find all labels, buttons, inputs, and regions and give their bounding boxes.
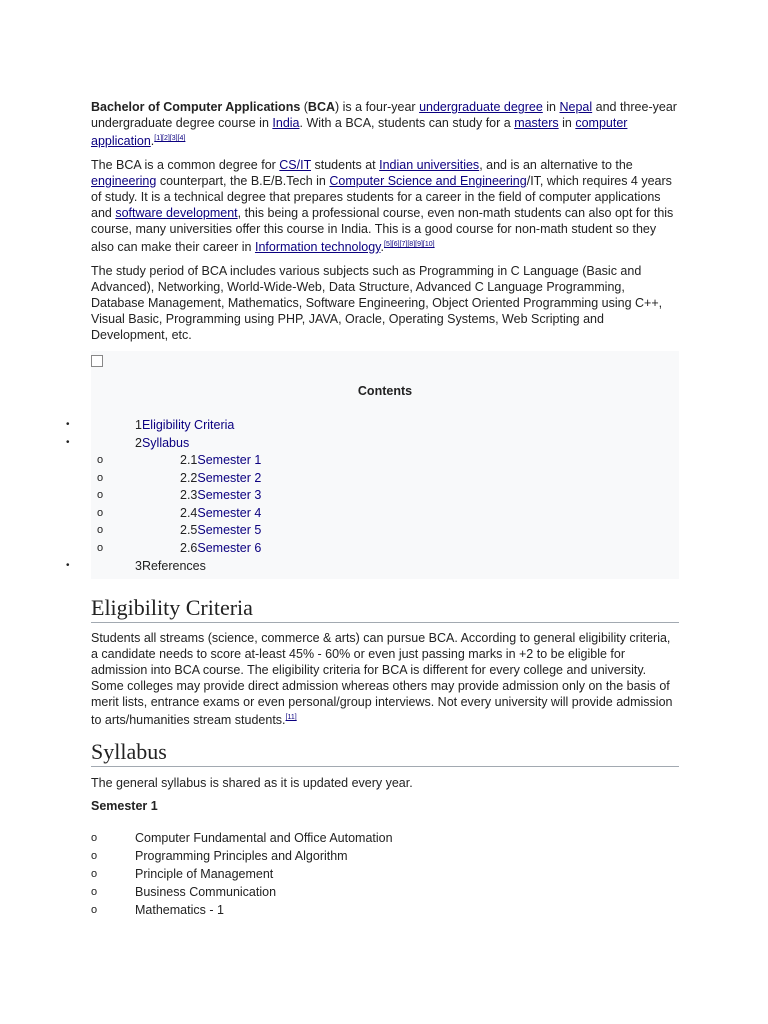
- intro-paragraph-1: [91, 99, 679, 149]
- course-name: Programming Principles and Algorithm: [135, 849, 348, 864]
- list-item: [91, 901, 679, 919]
- article-body: [66, 99, 679, 919]
- toc-number: 2.2: [180, 471, 198, 486]
- sub-bullet-icon: o: [97, 524, 104, 537]
- semester-1-course-list: [91, 829, 679, 919]
- sub-bullet-icon: o: [97, 454, 104, 467]
- text: , and is an alternative to the: [479, 158, 633, 173]
- link-nepal[interactable]: Nepal: [559, 100, 593, 114]
- course-name: Business Communication: [135, 885, 277, 900]
- toc-number: 2.1: [180, 453, 198, 468]
- toc-number: 2: [135, 436, 142, 451]
- sub-bullet-icon: o: [91, 904, 98, 917]
- heading-syllabus: Syllabus: [91, 739, 679, 767]
- link-india[interactable]: India: [272, 116, 300, 130]
- text: in: [558, 116, 576, 130]
- text: (: [300, 100, 308, 114]
- course-name: Computer Fundamental and Office Automation: [135, 831, 393, 846]
- toc-label[interactable]: Semester 2: [197, 471, 262, 486]
- toc-label[interactable]: Syllabus: [141, 436, 190, 451]
- bold-abbr: BCA: [307, 100, 336, 114]
- toc-number: 2.6: [180, 541, 198, 556]
- sub-bullet-icon: o: [91, 886, 98, 899]
- bullet-icon: •: [66, 437, 70, 449]
- bullet-icon: •: [66, 560, 70, 572]
- link-indian-universities[interactable]: Indian universities: [379, 158, 480, 173]
- list-item: [91, 829, 679, 847]
- link-computer-application[interactable]: computer application: [91, 116, 628, 149]
- course-name: Principle of Management: [135, 867, 274, 882]
- intro-paragraph-2: [91, 157, 679, 255]
- toc-label[interactable]: Semester 5: [197, 523, 262, 538]
- sub-bullet-icon: o: [91, 868, 98, 881]
- list-item: [91, 865, 679, 883]
- link-undergraduate-degree[interactable]: undergraduate degree: [419, 100, 543, 114]
- link-engineering[interactable]: engineering: [91, 174, 157, 189]
- table-of-contents: [66, 351, 679, 579]
- sub-bullet-icon: o: [91, 832, 98, 845]
- list-item: [91, 847, 679, 865]
- text: in: [542, 100, 560, 114]
- text: students at: [311, 158, 380, 173]
- sub-bullet-icon: o: [97, 489, 104, 502]
- text: .: [380, 240, 384, 255]
- text: , this being a professional course, even non-math students can also opt for this course, many universities offer this course in India. This is a good course for non-math student so they also can make their career in: [91, 206, 674, 255]
- toc-label[interactable]: Semester 1: [197, 453, 262, 468]
- toc-number: 3: [135, 559, 142, 574]
- link-cse[interactable]: Computer Science and Engineering: [329, 174, 527, 189]
- toc-label[interactable]: Semester 4: [197, 506, 262, 521]
- link-cs-it[interactable]: CS/IT: [279, 158, 312, 173]
- text: counterpart, the B.E/B.Tech in: [156, 174, 330, 189]
- sub-bullet-icon: o: [97, 542, 104, 555]
- link-masters[interactable]: masters: [514, 116, 559, 130]
- link-information-technology[interactable]: Information technology: [254, 240, 381, 255]
- toc-number: 2.5: [180, 523, 198, 538]
- toc-label[interactable]: Semester 6: [197, 541, 262, 556]
- intro-paragraph-3: The study period of BCA includes various subjects such as Programming in C Language (Basic and Advanced), Networking, World-Wide-Web, Data Structure, Advanced C Language Programming, Database Management, Mathematics, Software Engineering, Object Oriented Programming using C++, Visual Basic, Programming using PHP, JAVA, Oracle, Operating Systems, Web Scripting and Development, etc.: [91, 264, 663, 343]
- text: /IT, which requires 4 years of study. It is a technical degree that prepares students for a career in the field of computer applications and: [91, 174, 672, 221]
- sub-bullet-icon: o: [91, 850, 98, 863]
- toc-toggle-checkbox[interactable]: [91, 355, 103, 367]
- citation-ref[interactable]: [5][6][7][8][9][10]: [384, 241, 435, 249]
- toc-title: Contents: [357, 384, 413, 399]
- text: ) is a four-year: [335, 100, 420, 114]
- toc-label[interactable]: References: [141, 559, 206, 574]
- text: .: [150, 134, 155, 149]
- eligibility-paragraph: [91, 630, 679, 728]
- toc-label[interactable]: Semester 3: [197, 488, 262, 503]
- citation-ref[interactable]: [11]: [285, 714, 297, 722]
- sub-bullet-icon: o: [97, 507, 104, 520]
- list-item: [91, 883, 679, 901]
- toc-number: 2.3: [180, 488, 198, 503]
- link-software-development[interactable]: software development: [115, 206, 238, 221]
- sub-bullet-icon: o: [97, 472, 104, 485]
- toc-number: 1: [135, 418, 142, 433]
- syllabus-paragraph: The general syllabus is shared as it is updated every year.: [91, 776, 413, 791]
- heading-eligibility-criteria: Eligibility Criteria: [91, 595, 679, 623]
- toc-number: 2.4: [180, 506, 198, 521]
- toc-label[interactable]: Eligibility Criteria: [141, 418, 235, 433]
- text: . With a BCA, students can study for a: [299, 116, 515, 130]
- citation-ref[interactable]: [1][2][3][4]: [154, 135, 186, 142]
- text: Students all streams (science, commerce & arts) can pursue BCA. According to general eligibility criteria, a candidate needs to score at-least 45% - 60% or even just passing marks in +2 to be eligible for admission into BCA course. The eligibility criteria for BCA is different for every college and university. Some colleges may provide direct admission whereas others may provide admission only on the basis of merit lists, entrance exams or even personal/group interviews. Not every university will provide admission to arts/humanities stream students.: [91, 631, 673, 728]
- text: and three-year undergraduate degree course in: [91, 100, 677, 130]
- course-name: Mathematics - 1: [135, 903, 224, 918]
- semester-1-title: Semester 1: [91, 799, 158, 814]
- bullet-icon: •: [66, 419, 70, 431]
- bold-term: Bachelor of Computer Applications: [91, 100, 301, 114]
- text: The BCA is a common degree for: [91, 158, 280, 173]
